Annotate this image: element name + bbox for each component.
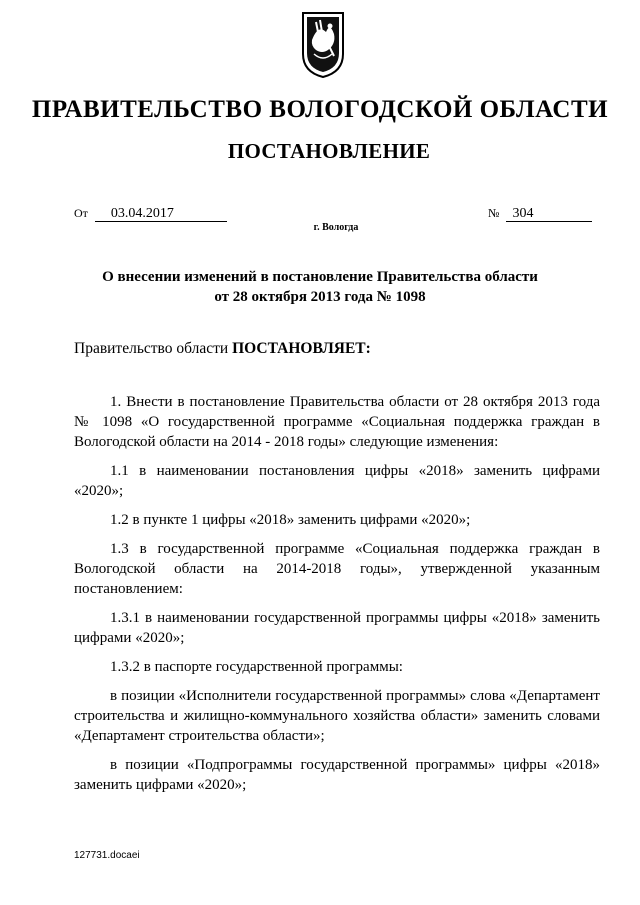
body-paragraph: 1.3 в государственной программе «Социальная поддержка граждан в Вологодской области на 2014-2018 годы», утвержденной указанным постановлением: bbox=[74, 541, 600, 597]
preamble bbox=[74, 340, 371, 358]
date-label: От bbox=[74, 206, 88, 220]
city: г. Вологда bbox=[313, 222, 359, 233]
date-line bbox=[74, 206, 227, 222]
body-paragraph: в позиции «Исполнители государственной программы» слова «Департамент строительства и жилищно-коммунального хозяйства области» заменить словами «Департамент строительства области»; bbox=[74, 688, 600, 744]
date-value: 03.04.2017 bbox=[95, 206, 227, 222]
preamble-text: Правительство области bbox=[74, 340, 233, 357]
body-paragraph: в позиции «Подпрограммы государственной программы» цифры «2018» заменить цифрами «2020»; bbox=[74, 757, 600, 793]
document-subject bbox=[60, 267, 580, 307]
body-paragraph: 1.2 в пункте 1 цифры «2018» заменить цифрами «2020»; bbox=[110, 512, 471, 528]
document-body bbox=[74, 392, 600, 804]
subject-line-1: О внесении изменений в постановление Правительства области bbox=[102, 269, 538, 285]
coat-of-arms-icon bbox=[300, 10, 346, 80]
document-type: ПОСТАНОВЛЕНИЕ bbox=[227, 139, 431, 163]
body-paragraph: 1.3.2 в паспорте государственной программы: bbox=[110, 659, 403, 675]
footer-file-code: 127731.docaei bbox=[74, 850, 140, 861]
body-paragraph: 1.3.1 в наименовании государственной программы цифры «2018» заменить цифрами «2020»; bbox=[74, 610, 600, 646]
number-value: 304 bbox=[506, 206, 592, 222]
number-line bbox=[488, 206, 592, 222]
preamble-resolution: ПОСТАНОВЛЯЕТ: bbox=[232, 340, 371, 357]
government-title: ПРАВИТЕЛЬСТВО ВОЛОГОДСКОЙ ОБЛАСТИ bbox=[31, 96, 609, 123]
subject-line-2: от 28 октября 2013 года № 1098 bbox=[214, 289, 426, 305]
body-paragraph: 1. Внести в постановление Правительства области от 28 октября 2013 года № 1098 «О государственной программе «Социальная поддержка граждан в Вологодской области на 2014 - 2018 годы» следующие изменения: bbox=[74, 394, 600, 450]
number-label: № bbox=[488, 206, 500, 220]
body-paragraph: 1.1 в наименовании постановления цифры «2018» заменить цифрами «2020»; bbox=[74, 463, 600, 499]
